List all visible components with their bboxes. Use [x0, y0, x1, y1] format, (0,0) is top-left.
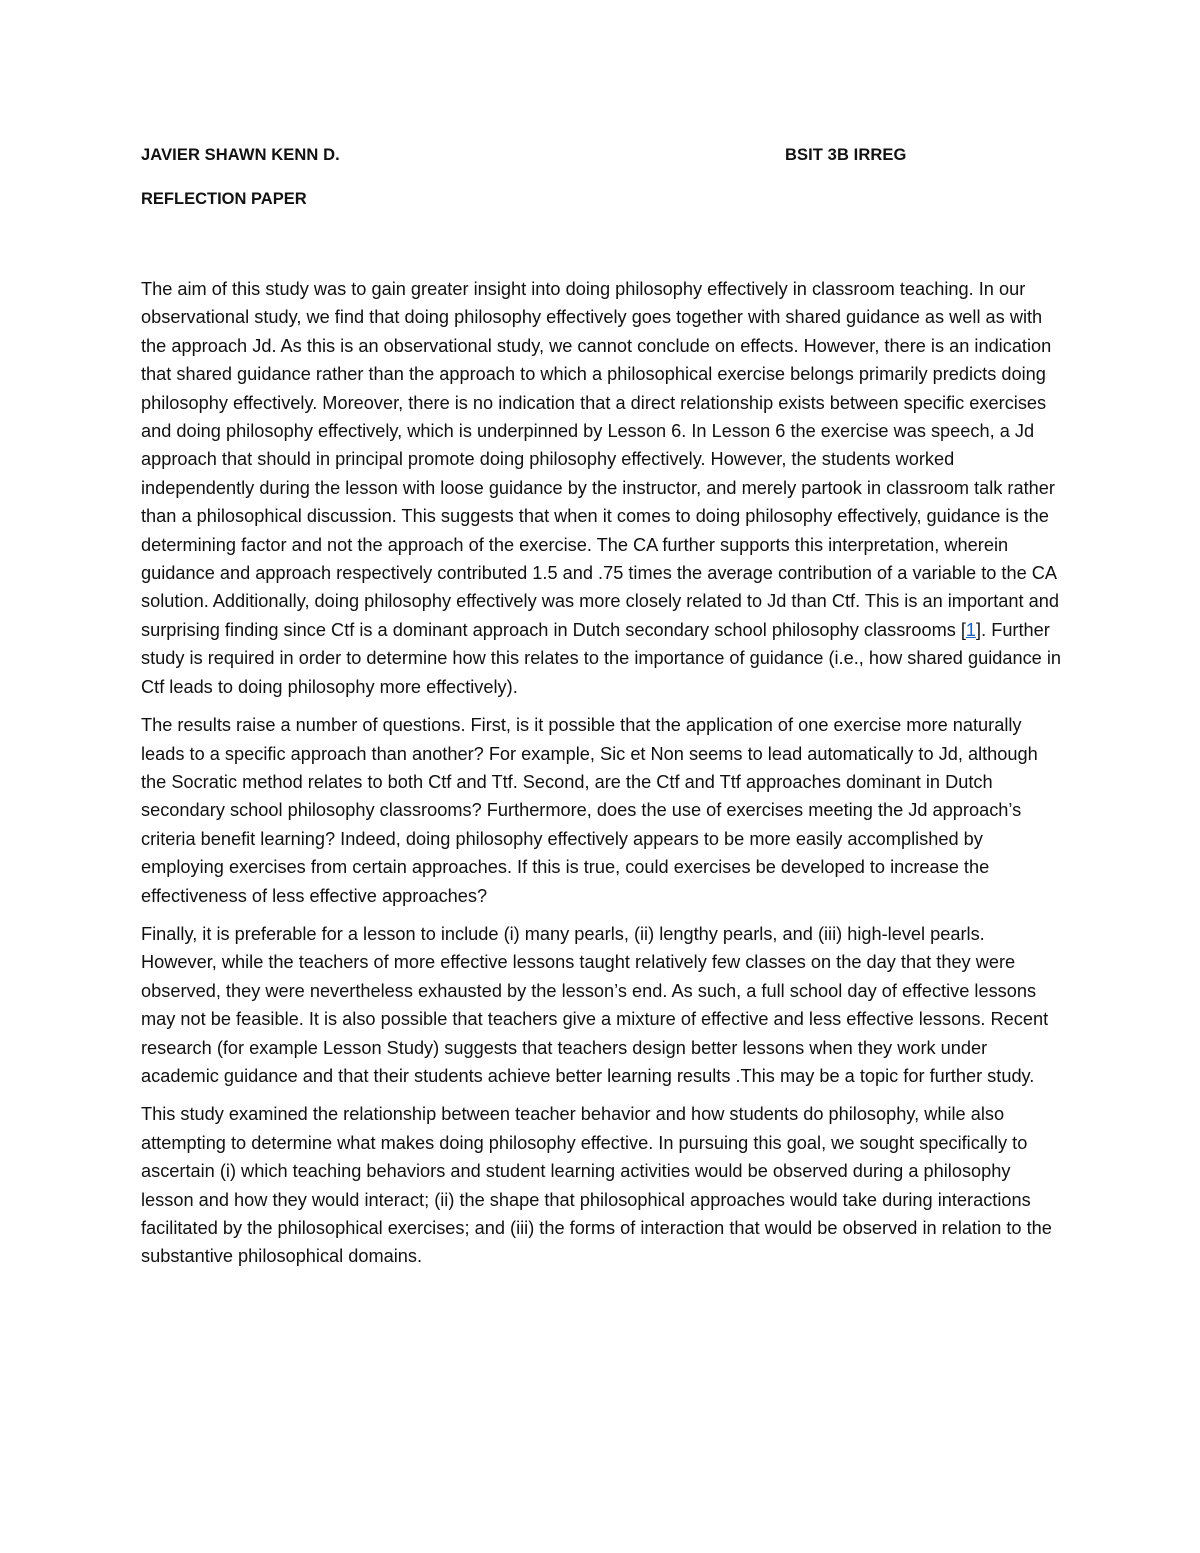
- author-name: JAVIER SHAWN KENN D.: [141, 146, 340, 164]
- paragraph-1-text-after-citation: ]. Further study is required in order to determine how this relates to the importance of guidance (i.e., how shared guidance in Ctf leads to doing philosophy more effectively).: [141, 619, 1061, 697]
- paragraph-1: [141, 275, 1061, 701]
- course-section: BSIT 3B IRREG: [785, 146, 907, 164]
- document-title: REFLECTION PAPER: [141, 190, 307, 208]
- header-row: [141, 146, 1061, 172]
- citation-link[interactable]: 1: [965, 619, 977, 640]
- paragraph-3: Finally, it is preferable for a lesson to include (i) many pearls, (ii) lengthy pearls, and (iii) high-level pearls. However, while the teachers of more effective lessons taught relatively few classes on the day that they were observed, they were nevertheless exhausted by the lesson’s end. As such, a full school day of effective lessons may not be feasible. It is also possible that teachers give a mixture of effective and less effective lessons. Recent research (for example Lesson Study) suggests that teachers design better lessons when they work under academic guidance and that their students achieve better learning results .This may be a topic for further study.: [141, 923, 1049, 1086]
- paragraph-1-text-before-citation: The aim of this study was to gain greater insight into doing philosophy effectively in classroom teaching. In our observational study, we find that doing philosophy effectively goes together with shared guidance as well as with the approach Jd. As this is an observational study, we cannot conclude on effects. However, there is an indication that shared guidance rather than the approach to which a philosophical exercise belongs primarily predicts doing philosophy effectively. Moreover, there is no indication that a direct relationship exists between specific exercises and doing philosophy effectively, which is underpinned by Lesson 6. In Lesson 6 the exercise was speech, a Jd approach that should in principal promote doing philosophy effectively. However, the students worked independently during the lesson with loose guidance by the instructor, and merely partook in classroom talk rather than a philosophical discussion. This suggests that when it comes to doing philosophy effectively, guidance is the determining factor and not the approach of the exercise. The CA further supports this interpretation, wherein guidance and approach respectively contributed 1.5 and .75 times the average contribution of a variable to the CA solution. Additionally, doing philosophy effectively was more closely related to Jd than Ctf. This is an important and surprising finding since Ctf is a dominant approach in Dutch secondary school philosophy classrooms [: [141, 279, 1059, 640]
- body-text: [141, 275, 1061, 1281]
- paragraph-4: This study examined the relationship between teacher behavior and how students do philosophy, while also attempting to determine what makes doing philosophy effective. In pursuing this goal, we sought specifically to ascertain (i) which teaching behaviors and student learning activities would be observed during a philosophy lesson and how they would interact; (ii) the shape that philosophical approaches would take during interactions facilitated by the philosophical exercises; and (iii) the forms of interaction that would be observed in relation to the substantive philosophical domains.: [141, 1104, 1052, 1267]
- paragraph-2: The results raise a number of questions. First, is it possible that the application of one exercise more naturally leads to a specific approach than another? For example, Sic et Non seems to lead automatically to Jd, although the Socratic method relates to both Ctf and Ttf. Second, are the Ctf and Ttf approaches dominant in Dutch secondary school philosophy classrooms? Furthermore, does the use of exercises meeting the Jd approach’s criteria benefit learning? Indeed, doing philosophy effectively appears to be more easily accomplished by employing exercises from certain approaches. If this is true, could exercises be developed to increase the effectiveness of less effective approaches?: [141, 715, 1038, 906]
